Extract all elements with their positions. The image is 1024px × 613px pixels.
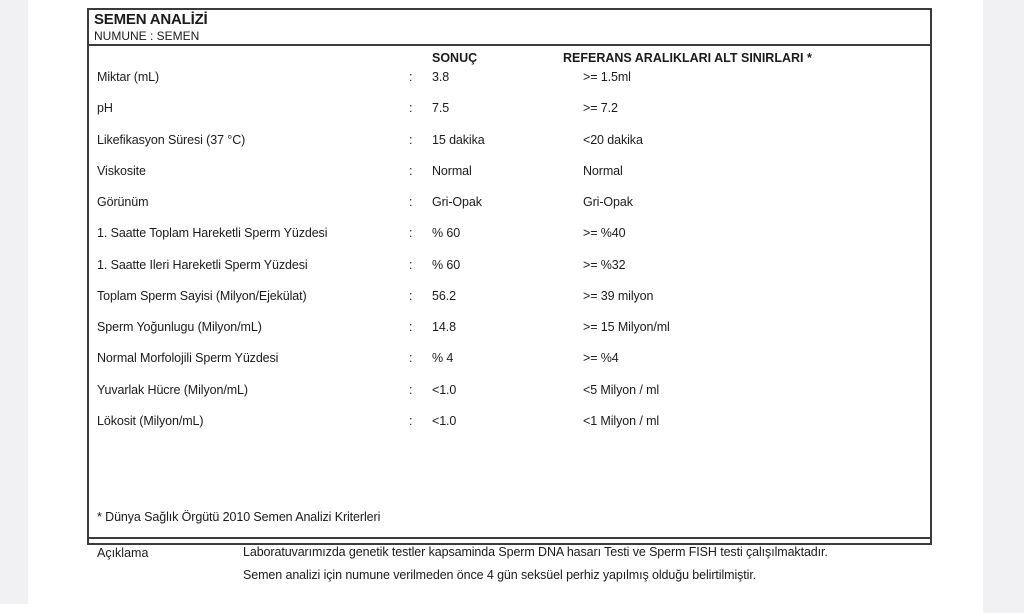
row-colon: : xyxy=(409,70,413,84)
row-colon: : xyxy=(409,351,413,366)
row-label: Yuvarlak Hücre (Milyon/mL) xyxy=(97,382,248,397)
row-colon: : xyxy=(409,101,413,116)
row-result: % 60 xyxy=(432,226,461,241)
column-headers xyxy=(89,46,930,70)
row-result: 7.5 xyxy=(432,101,450,116)
table-row xyxy=(89,226,930,257)
explanation-line: Semen analizi için numune verilmeden önce 4 gün seksüel perhiz yapılmış olduğu belirtilmiştir. xyxy=(243,567,757,582)
reference-footnote: * Dünya Sağlık Örgütü 2010 Semen Analizi Kriterleri xyxy=(97,510,381,524)
table-row xyxy=(89,289,930,320)
row-reference: >= %40 xyxy=(583,226,626,241)
row-colon: : xyxy=(409,163,413,178)
table-row xyxy=(89,383,930,414)
table-row xyxy=(89,133,930,164)
report-header xyxy=(89,10,930,46)
row-reference: >= 1.5ml xyxy=(583,70,631,84)
explanation-text xyxy=(243,541,924,586)
results-table xyxy=(89,70,930,445)
row-label: Sperm Yoğunlugu (Milyon/mL) xyxy=(97,320,262,334)
row-colon: : xyxy=(409,320,413,334)
table-row xyxy=(89,258,930,289)
row-colon: : xyxy=(409,382,413,397)
row-colon: : xyxy=(409,132,413,147)
lab-report xyxy=(87,8,932,582)
row-reference: >= 7.2 xyxy=(583,101,618,116)
explanation-line: Laboratuvarımızda genetik testler kapsaminda Sperm DNA hasarı Testi ve Sperm FISH testi çalışılmaktadır. xyxy=(243,545,828,559)
row-label: Viskosite xyxy=(97,163,146,178)
column-header-reference: REFERANS ARALIKLARI ALT SINIRLARI * xyxy=(563,51,812,65)
table-row xyxy=(89,195,930,226)
row-result: Gri-Opak xyxy=(432,195,482,209)
row-colon: : xyxy=(409,226,413,241)
explanation-label: Açıklama xyxy=(97,546,149,560)
row-label: 1. Saatte Toplam Hareketli Sperm Yüzdesi xyxy=(97,226,328,241)
row-result: % 60 xyxy=(432,257,461,272)
row-label: Likefikasyon Süresi (37 °C) xyxy=(97,132,246,147)
row-result: <1.0 xyxy=(432,382,457,397)
table-row xyxy=(89,351,930,382)
explanation-section xyxy=(89,537,930,582)
column-header-result: SONUÇ xyxy=(432,51,478,65)
row-label: pH xyxy=(97,101,113,116)
table-row xyxy=(89,70,930,101)
page-margin-right xyxy=(983,0,1024,613)
row-result: % 4 xyxy=(432,351,454,366)
row-reference: <1 Milyon / ml xyxy=(583,413,660,428)
table-row xyxy=(89,320,930,351)
row-colon: : xyxy=(409,413,413,428)
page-margin-left xyxy=(0,0,28,604)
table-row xyxy=(89,414,930,445)
row-reference: >= %32 xyxy=(583,257,626,272)
row-reference: <20 dakika xyxy=(583,132,643,147)
row-reference: >= 39 milyon xyxy=(583,288,654,303)
row-reference: Normal xyxy=(583,163,623,178)
report-title: SEMEN ANALİZİ xyxy=(94,11,208,28)
row-label: Miktar (mL) xyxy=(97,70,160,84)
row-label: 1. Saatte Ileri Hareketli Sperm Yüzdesi xyxy=(97,257,308,272)
row-reference: >= %4 xyxy=(583,351,619,366)
report-content xyxy=(89,46,930,582)
row-reference: Gri-Opak xyxy=(583,195,633,209)
row-reference: <5 Milyon / ml xyxy=(583,382,660,397)
row-label: Lökosit (Milyon/mL) xyxy=(97,413,204,428)
row-colon: : xyxy=(409,195,413,209)
row-result: Normal xyxy=(432,163,472,178)
row-colon: : xyxy=(409,257,413,272)
row-result: 14.8 xyxy=(432,320,456,334)
row-result: 15 dakika xyxy=(432,132,485,147)
row-label: Normal Morfolojili Sperm Yüzdesi xyxy=(97,351,279,366)
row-label: Görünüm xyxy=(97,195,149,209)
row-result: <1.0 xyxy=(432,413,457,428)
row-colon: : xyxy=(409,288,413,303)
row-result: 3.8 xyxy=(432,70,450,84)
row-label: Toplam Sperm Sayisi (Milyon/Ejekülat) xyxy=(97,288,307,303)
table-row xyxy=(89,101,930,132)
row-reference: >= 15 Milyon/ml xyxy=(583,320,670,334)
sample-label: NUMUNE : SEMEN xyxy=(94,29,200,43)
row-result: 56.2 xyxy=(432,288,456,303)
table-row xyxy=(89,164,930,195)
